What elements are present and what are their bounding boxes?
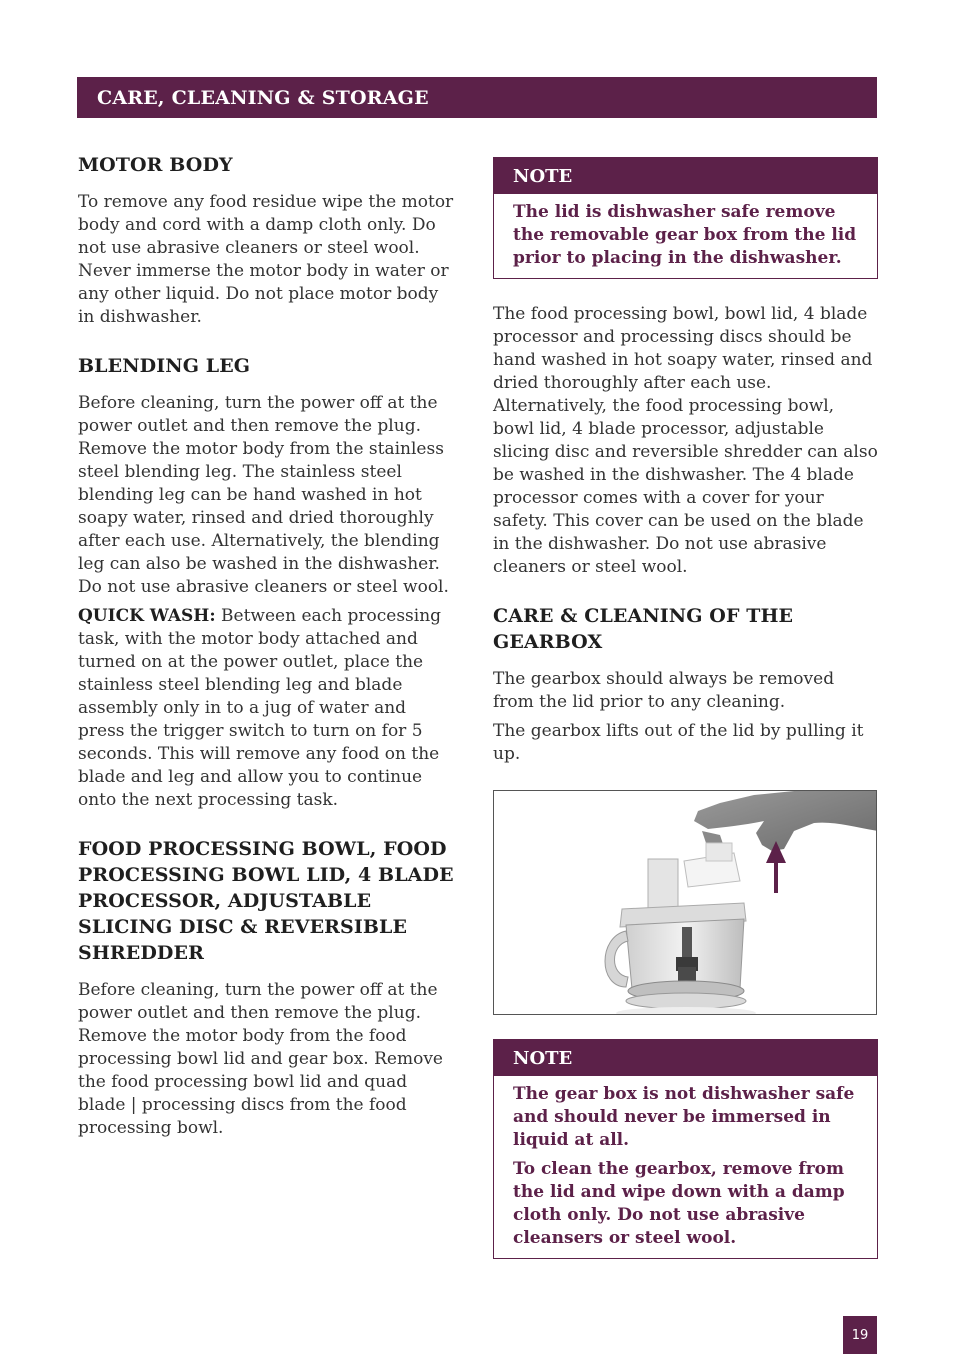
gearbox-removal-photo <box>493 790 877 1015</box>
page-number: 19 <box>843 1316 877 1354</box>
bowl-cleaning-text: The food processing bowl, bowl lid, 4 blade processor and processing discs should be hand washed in hot soapy water, rinsed and dried thoroughly after each use. Alternatively, the food processing bowl, bowl lid, 4 blade processor, adjustable slicing disc and reversible shredder can also be washed in the dishwasher. The 4 blade processor comes with a cover for your safety. This cover can be used on the blade in the dishwasher. Do not use abrasive cleaners or steel wool. <box>493 304 878 577</box>
right-column <box>493 157 878 1259</box>
note-label: NOTE <box>494 1040 877 1076</box>
food-processing-heading: FOOD PROCESSING BOWL, FOOD PROCESSING BOWL LID, 4 BLADE PROCESSOR, ADJUSTABLE SLICING DISC & REVERSIBLE SHREDDER <box>78 838 454 964</box>
note-body <box>494 1076 877 1258</box>
note-label: NOTE <box>494 158 877 194</box>
gearbox-text-2: The gearbox lifts out of the lid by pulling it up. <box>493 721 864 764</box>
food-processor-illustration <box>494 791 877 1015</box>
quick-wash-label: QUICK WASH: <box>78 606 216 626</box>
motor-body-text: To remove any food residue wipe the motor body and cord with a damp cloth only. Do not use abrasive cleaners or steel wool. Never immerse the motor body in water or any other liquid. Do not place motor body in dishwasher. <box>78 192 454 327</box>
section-title: CARE, CLEANING & STORAGE <box>97 86 429 109</box>
note-text: The lid is dishwasher safe remove the removable gear box from the lid prior to placing in the dishwasher. <box>513 202 857 268</box>
food-processing-text: Before cleaning, turn the power off at the power outlet and then remove the plug. Remove the motor body from the food processing bowl lid and gear box. Remove the food processing bowl lid and quad blade | processing discs from the food processing bowl. <box>78 980 443 1138</box>
blending-leg-heading: BLENDING LEG <box>78 355 251 377</box>
blending-leg-text: Before cleaning, turn the power off at the power outlet and then remove the plug. Remove the motor body from the stainless steel blending leg. The stainless steel blending leg can be hand washed in hot soapy water, rinsed and dried thoroughly after each use. Alternatively, the blending leg can also be washed in the dishwasher. Do not use abrasive cleaners or steel wool. <box>78 393 449 597</box>
left-column <box>78 152 456 1146</box>
section-banner <box>77 77 877 118</box>
quick-wash-text: Between each processing task, with the motor body attached and turned on at the power outlet, place the stainless steel blending leg and blade assembly only in to a jug of water and press the trigger switch to turn on for 5 seconds. This will remove any food on the blade and leg and allow you to continue onto the next processing task. <box>78 606 442 810</box>
quick-wash-paragraph <box>78 605 456 812</box>
gearbox-text-1: The gearbox should always be removed from the lid prior to any cleaning. <box>493 669 835 712</box>
gearbox-heading: CARE & CLEANING OF THE GEARBOX <box>493 605 794 653</box>
note-text-2: To clean the gearbox, remove from the lid and wipe down with a damp cloth only. Do not use abrasive cleansers or steel wool. <box>513 1159 845 1248</box>
note-box-gearbox <box>493 1039 878 1259</box>
note-box-lid <box>493 157 878 279</box>
motor-body-heading: MOTOR BODY <box>78 154 233 176</box>
note-body <box>494 194 877 278</box>
note-text-1: The gear box is not dishwasher safe and should never be immersed in liquid at all. <box>513 1084 855 1150</box>
